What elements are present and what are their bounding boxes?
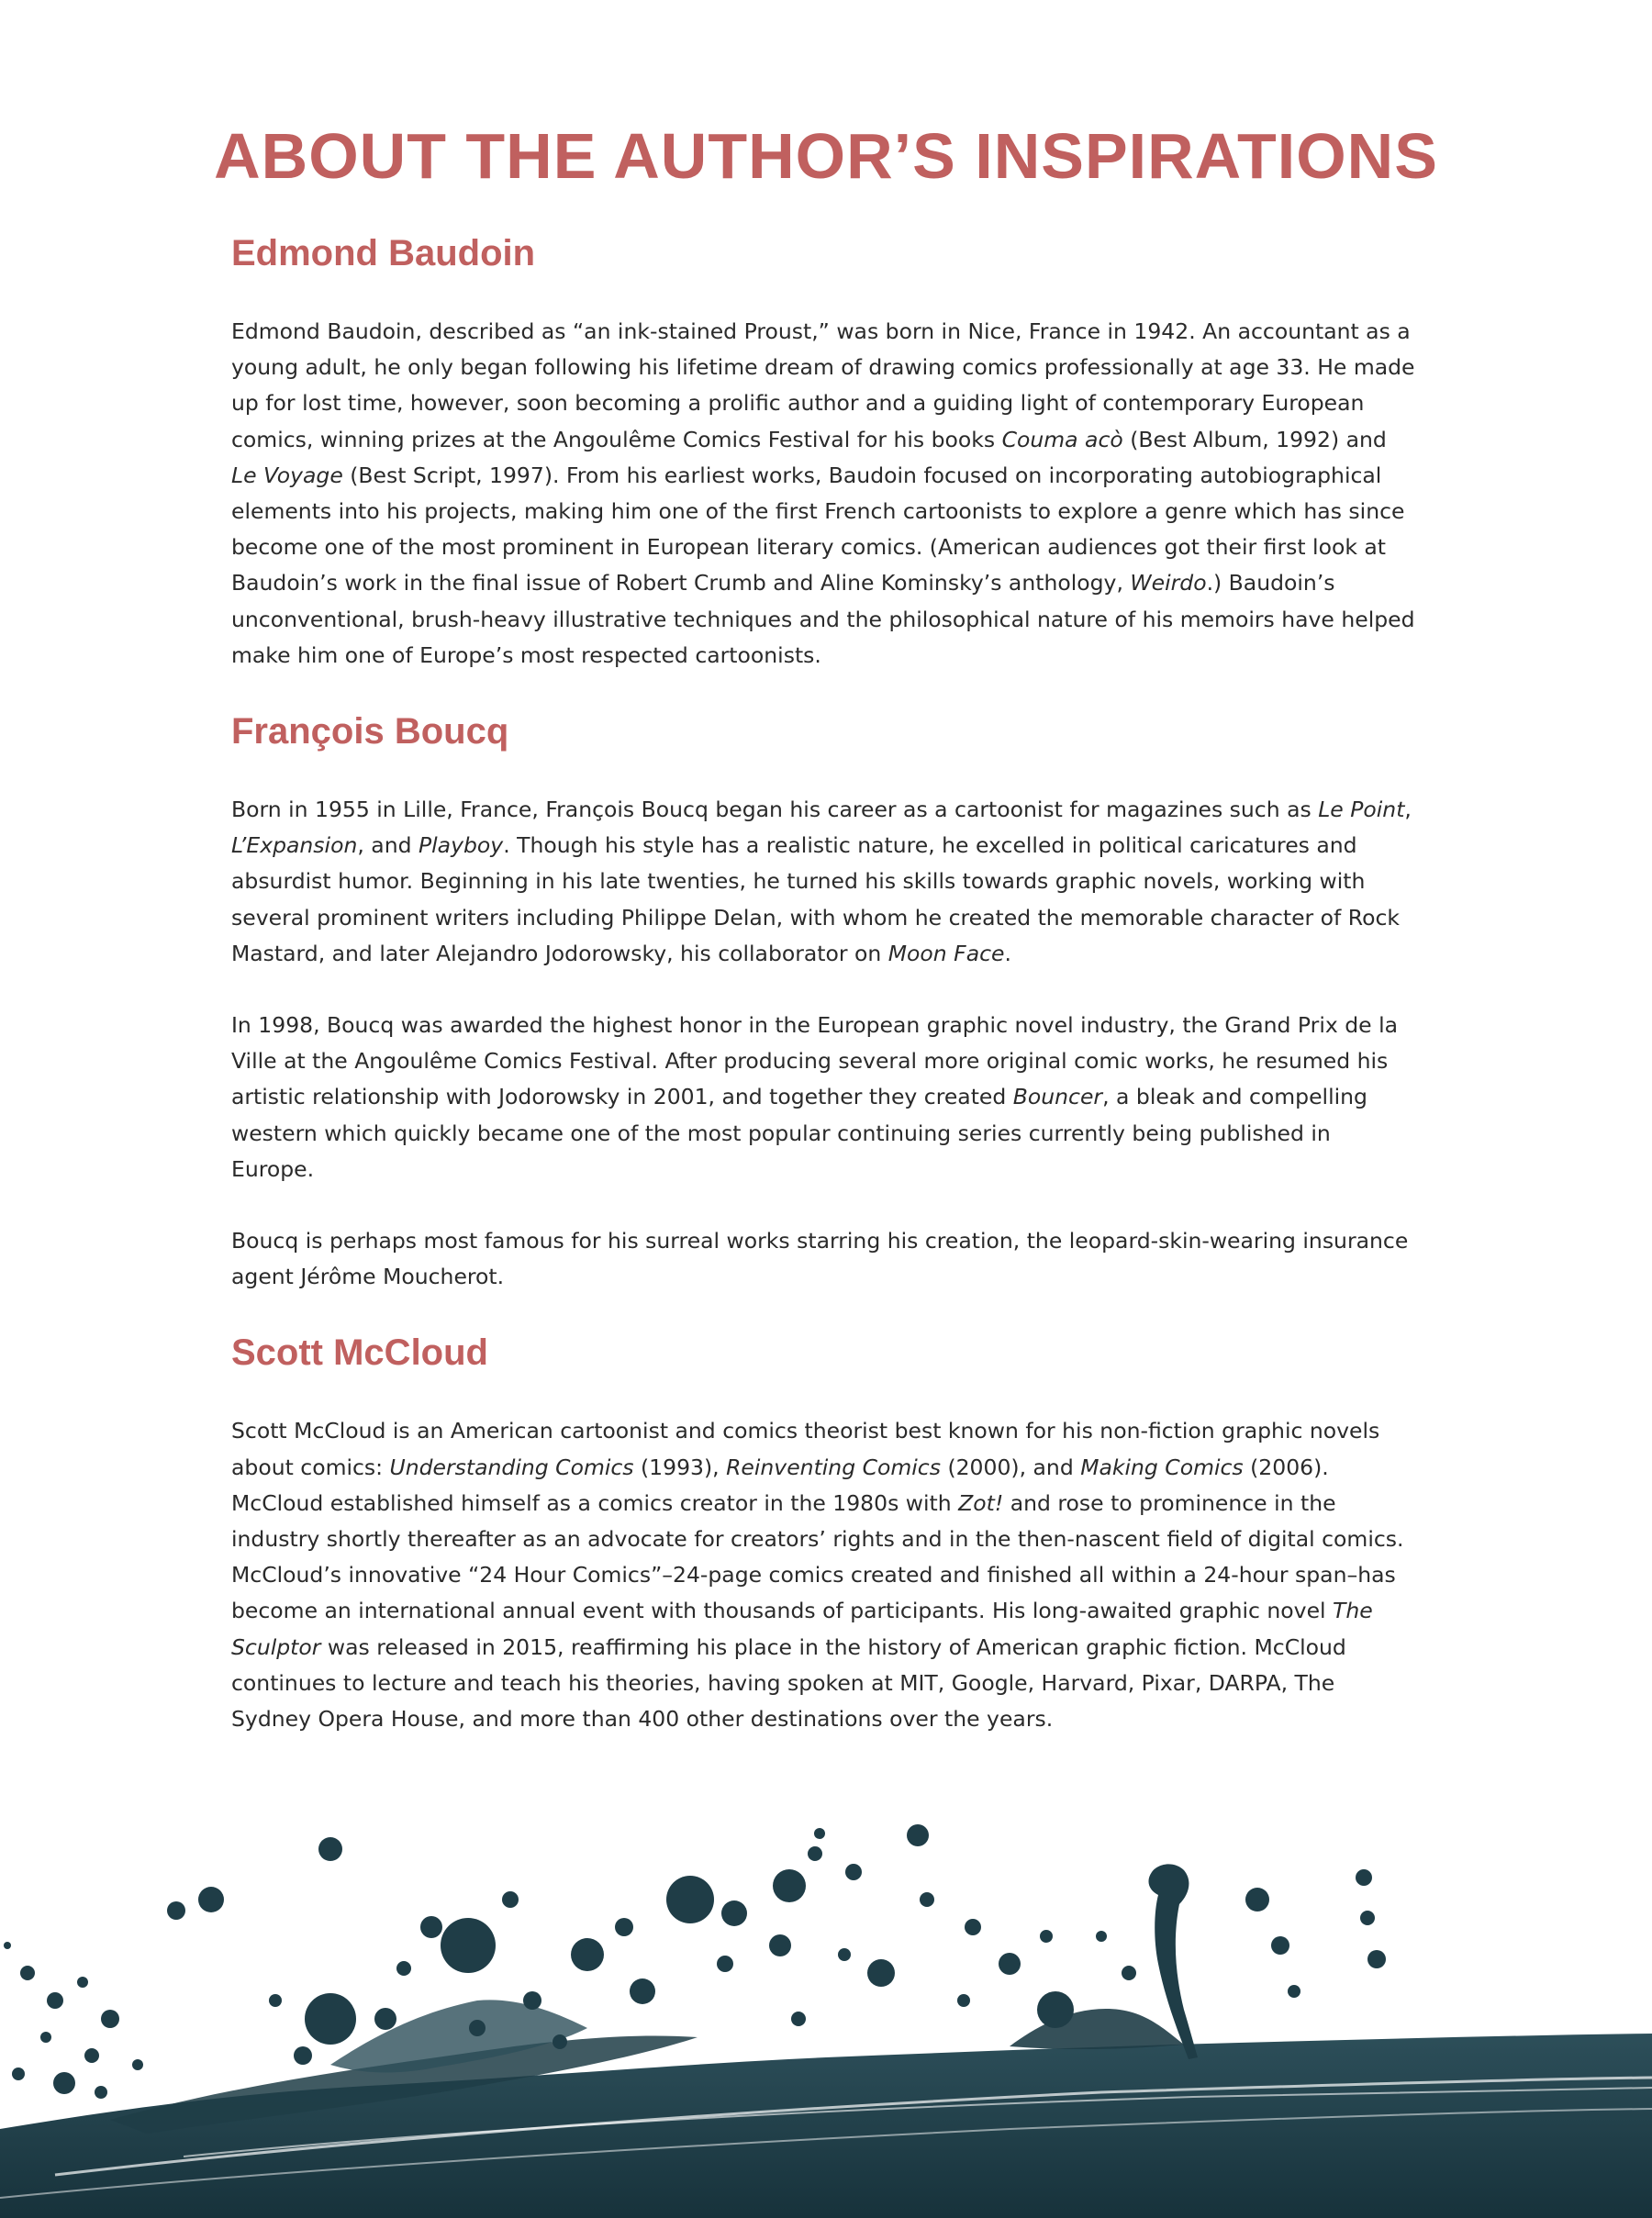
page-title: ABOUT THE AUTHOR’S INSPIRATIONS [214,120,1438,192]
italic-title: Reinventing Comics [726,1454,941,1480]
italic-title: Weirdo [1130,570,1207,596]
italic-title: Le Point [1318,797,1405,823]
italic-title: Moon Face [887,940,1005,966]
section-heading: François Boucq [231,711,509,752]
section-paragraph: Edmond Baudoin, described as “an ink-stained Proust,” was born in Nice, France in 1942. An accountant as a young adult, he only began following his lifetime dream of drawing comics professionally at age 33. He made up for lost time, however, soon becoming a prolific author and a guiding light of contemporary European comics, winning prizes at the Angoulême Comics Festival for his books Couma acò (Best Album, 1992) and Le Voyage (Best Script, 1997). From his earliest works, Baudoin focused on incorporating autobiographical elements into his projects, making him one of the first French cartoonists to explore a genre which has since become one of the most prominent in European literary comics. (American audiences got their first look at Baudoin’s work in the final issue of Robert Crumb and Aline Kominsky’s anthology, Weirdo.) Baudoin’s unconventional, brush-heavy illustrative techniques and the philosophical nature of his memoirs have helped make him one of Europe’s most respected cartoonists. [231,318,1415,668]
italic-title: Le Voyage [231,462,343,488]
italic-title: Bouncer [1012,1084,1103,1110]
ink-splatter-icon [0,1817,1652,2218]
section-heading: Edmond Baudoin [231,233,536,273]
author-section-boucq [231,709,1415,1295]
italic-title: Couma acò [1001,426,1123,452]
section-paragraph: In 1998, Boucq was awarded the highest honor in the European graphic novel industry, the Grand Prix de la Ville at the Angoulême Comics Festival. After producing several more original comic works, he resumed his artistic relationship with Jodorowsky in 2001, and together they created Bouncer, a bleak and compelling western which quickly became one of the most popular continuing series currently being published in Europe. [231,1012,1399,1182]
italic-title: Zot! [958,1489,1004,1516]
italic-title: Playboy [418,832,504,859]
italic-title: Making Comics [1080,1454,1244,1480]
italic-title: Understanding Comics [389,1454,634,1480]
author-section-mccloud [231,1331,1415,1737]
section-heading: Scott McCloud [231,1332,488,1374]
content [231,231,1415,1773]
section-paragraph: Scott McCloud is an American cartoonist and comics theorist best known for his non-fiction graphic novels about comics: Understanding Comics (1993), Reinventing Comics (2000), and Making Comics (2006). McCloud established himself as a comics creator in the 1980s with Zot! and rose to prominence in the industry shortly thereafter as an advocate for creators’ rights and in the then-nascent field of digital comics. McCloud’s innovative “24 Hour Comics”–24-page comics created and finished all within a 24-hour span–has become an international annual event with thousands of participants. His long-awaited graphic novel The Sculptor was released in 2015, reaffirming his place in the history of American graphic fiction. McCloud continues to lecture and teach his theories, having spoken at MIT, Google, Harvard, Pixar, DARPA, The Sydney Opera House, and more than 400 other destinations over the years. [231,1418,1404,1733]
section-paragraph: Boucq is perhaps most famous for his surreal works starring his creation, the leopard-skin-wearing insurance agent Jérôme Moucherot. [231,1228,1409,1290]
author-section-baudoin [231,231,1415,674]
italic-title: L’Expansion [231,832,358,859]
section-paragraph: Born in 1955 in Lille, France, François Boucq began his career as a cartoonist for magazines such as Le Point, L’Expansion, and Playboy. Though his style has a realistic nature, he excelled in political caricatures and absurdist humor. Beginning in his late twenties, he turned his skills towards graphic novels, working with several prominent writers including Philippe Delan, with whom he created the memorable character of Rock Mastard, and later Alejandro Jodorowsky, his collaborator on Moon Face. [231,797,1412,966]
italic-title: The Sculptor [231,1598,1373,1660]
